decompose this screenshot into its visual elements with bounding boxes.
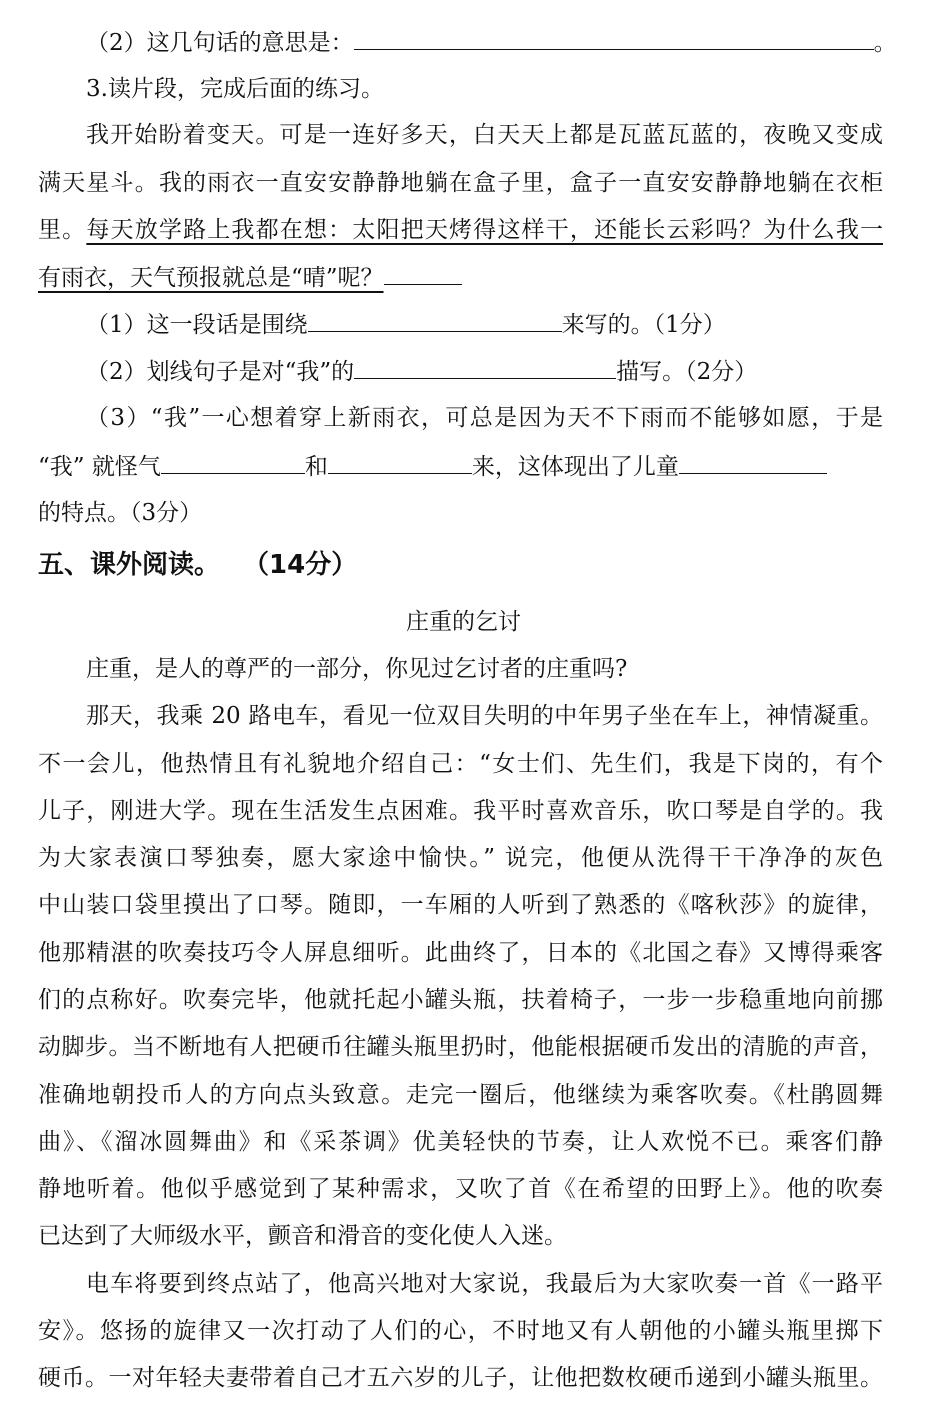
question-2-label: （2）这几句话的意思是： [86,30,354,56]
article-line: 儿子，刚进大学。现在生活发生点困难。我平时喜欢音乐，吹口琴是自学的。我 [38,798,883,824]
answer-blank-q2[interactable] [354,27,874,50]
article-line: 电车将要到终点站了，他高兴地对大家说，我最后为大家吹奏一首《一路平 [86,1271,883,1297]
underlined-sentence: 有雨衣，天气预报就总是“晴”呢？ [38,265,384,291]
sub-question-3: （3）“我”一心想着穿上新雨衣，可总是因为天不下雨而不能够如愿，于是 [86,405,883,431]
article-title: 庄重的乞讨 [406,609,521,635]
article-paragraph: 庄重，是人的尊严的一部分，你见过乞讨者的庄重吗? [86,656,628,682]
article-line: 们的点称好。吹奏完毕，他就托起小罐头瓶，扶着椅子，一步一步稳重地向前挪 [38,987,883,1013]
answer-blank-sub2[interactable] [354,356,616,379]
passage-line [38,262,883,293]
question-3-title: 3.读片段，完成后面的练习。 [86,76,384,102]
article-line: 动脚步。当不断地有人把硬币往罐头瓶里扔时，他能根据硬币发出的清脆的声音， [38,1034,883,1060]
answer-blank-sub3-b[interactable] [328,451,472,474]
article-line: 曲》、《溜冰圆舞曲》和《采茶调》优美轻快的节奏，让人欢悦不已。乘客们静 [38,1129,883,1155]
passage-line: 我开始盼着变天。可是一连好多天，白天天上都是瓦蓝瓦蓝的，夜晚又变成 [86,122,883,148]
answer-blank-sub1[interactable] [308,309,562,332]
passage-line: 满天星斗。我的雨衣一直安安静静地躺在盒子里，盒子一直安安静静地躺在衣柜 [38,170,883,196]
underlined-sentence: 每天放学路上我都在想：太阳把天烤得这样干，还能长云彩吗？为什么我一 [86,217,884,243]
article-line: 安》。悠扬的旋律又一次打动了人们的心，不时地又有人朝他的小罐头瓶里掷下 [38,1318,883,1344]
article-line: 不一会儿，他热情且有礼貌地介绍自己：“女士们、先生们，我是下岗的，有个 [38,751,883,777]
article-line: 中山装口袋里摸出了口琴。随即，一车厢的人听到了熟悉的《喀秋莎》的旋律， [38,892,883,918]
question-2-meaning: （2）这几句话的意思是： 。 [86,27,883,58]
answer-blank-sub3-a[interactable] [161,451,305,474]
article-line: 那天，我乘 20 路电车，看见一位双目失明的中年男子坐在车上，神情凝重。 [86,703,883,729]
article-line: 他那精湛的吹奏技巧令人屏息细听。此曲终了，日本的《北国之春》又博得乘客 [38,940,883,966]
article-line: 已达到了大师级水平，颤音和滑音的变化使人入迷。 [38,1223,567,1249]
sub-question-1: （1）这一段话是围绕 来写的。（1分） [86,309,883,340]
article-line: 硬币。一对年轻夫妻带着自己才五六岁的儿子，让他把数枚硬币递到小罐头瓶里。 [38,1365,883,1391]
underline-tail [384,262,462,285]
article-line: 准确地朝投币人的方向点头致意。走完一圈后，他继续为乘客吹奏。《杜鹃圆舞 [38,1082,883,1108]
section-heading: 五、课外阅读。 （14分） [38,550,358,580]
sub-question-3-cont: “我” 就怪气 和 来，这体现出了儿童 [38,451,883,482]
article-line: 静地听着。他似乎感觉到了某种需求，又吹了首《在希望的田野上》。他的吹奏 [38,1176,883,1202]
article-line: 为大家表演口琴独奏，愿大家途中愉快。” 说完，他便从洗得干干净净的灰色 [38,845,883,871]
sub-question-3-end: 的特点。（3分） [38,500,203,526]
section-score: （14分） [256,550,358,580]
passage-line: 里。每天放学路上我都在想：太阳把天烤得这样干，还能长云彩吗？为什么我一 [38,217,884,243]
answer-blank-sub3-c[interactable] [679,451,827,474]
sub-question-2: （2）划线句子是对“我”的 描写。（2分） [86,356,883,387]
